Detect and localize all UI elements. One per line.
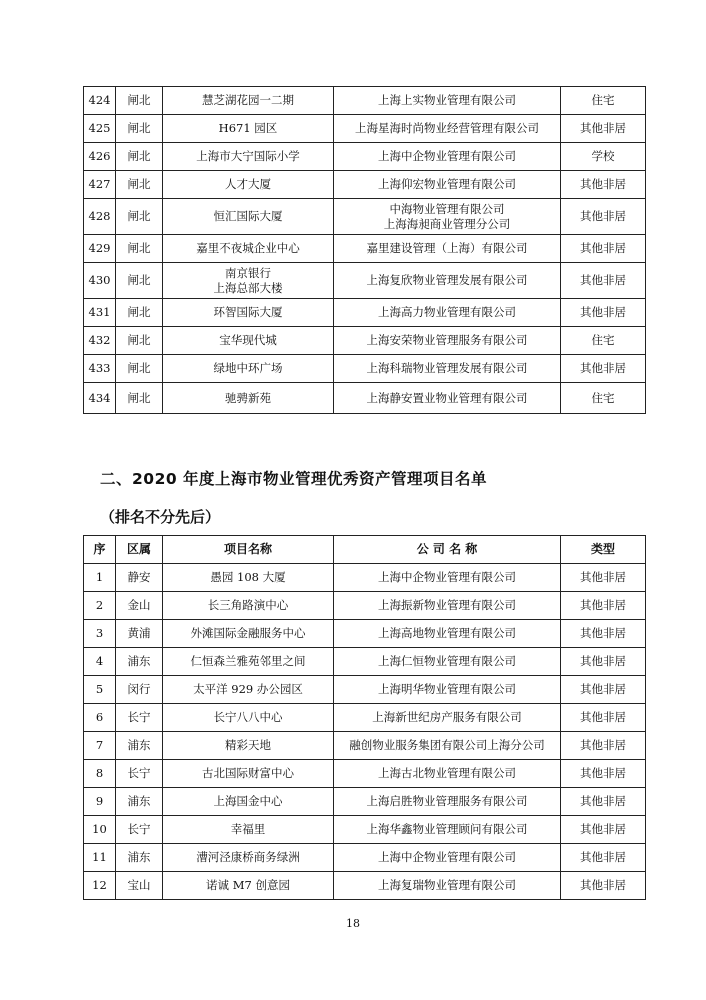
section-title: 二、2020 年度上海市物业管理优秀资产管理项目名单 (100, 470, 488, 488)
project-name-line: H671 园区 (218, 121, 278, 135)
row-district: 闸北 (116, 235, 163, 263)
row-type: 其他非居 (561, 263, 646, 299)
row-number: 428 (84, 199, 116, 235)
table-row (84, 199, 646, 235)
table-row (84, 87, 646, 115)
table-row (84, 760, 646, 788)
row-project-name (163, 171, 334, 199)
row-company-name: 上海复瑞物业管理有限公司 (334, 872, 561, 900)
row-project-name: 幸福里 (163, 816, 334, 844)
row-district: 闸北 (116, 199, 163, 235)
project-name-line: 嘉里不夜城企业中心 (196, 241, 300, 255)
row-type: 其他非居 (561, 199, 646, 235)
row-project-name (163, 143, 334, 171)
row-project-name: 长宁八八中心 (163, 704, 334, 732)
row-number: 430 (84, 263, 116, 299)
table-row (84, 299, 646, 327)
row-district: 闸北 (116, 383, 163, 414)
company-name-line: 上海高力物业管理有限公司 (378, 305, 516, 319)
row-district: 长宁 (116, 704, 163, 732)
project-name-line: 人才大厦 (225, 177, 271, 191)
row-number: 5 (84, 676, 116, 704)
page-number: 18 (346, 917, 360, 930)
row-type: 其他非居 (561, 704, 646, 732)
row-type: 其他非居 (561, 760, 646, 788)
row-district: 闸北 (116, 115, 163, 143)
row-district: 静安 (116, 564, 163, 592)
row-number: 432 (84, 327, 116, 355)
row-number: 434 (84, 383, 116, 414)
row-district: 浦东 (116, 732, 163, 760)
project-name-line: 慧芝湖花园一二期 (202, 93, 294, 107)
table-row (84, 704, 646, 732)
table-row (84, 327, 646, 355)
table-row (84, 620, 646, 648)
table-row (84, 383, 646, 414)
project-name-line: 上海市大宁国际小学 (196, 149, 300, 163)
row-company-name: 上海明华物业管理有限公司 (334, 676, 561, 704)
row-company-name: 上海古北物业管理有限公司 (334, 760, 561, 788)
row-type: 住宅 (561, 327, 646, 355)
row-project-name: 长三角路演中心 (163, 592, 334, 620)
row-type: 其他非居 (561, 816, 646, 844)
project-name-line: 恒汇国际大厦 (213, 209, 283, 223)
row-number: 11 (84, 844, 116, 872)
row-district: 闸北 (116, 143, 163, 171)
row-company-name (334, 263, 561, 299)
header-district: 区属 (116, 536, 163, 564)
table2-body (84, 564, 646, 900)
row-type: 住宅 (561, 87, 646, 115)
row-district: 闸北 (116, 87, 163, 115)
row-company-name: 融创物业服务集团有限公司上海分公司 (334, 732, 561, 760)
table-row (84, 592, 646, 620)
row-company-name (334, 235, 561, 263)
row-number: 12 (84, 872, 116, 900)
company-name-line: 上海上实物业管理有限公司 (378, 93, 516, 107)
row-number: 4 (84, 648, 116, 676)
project-name-line: 环智国际大厦 (213, 305, 283, 319)
company-name-line: 中海物业管理有限公司 (389, 201, 505, 216)
row-district: 金山 (116, 592, 163, 620)
row-district: 浦东 (116, 648, 163, 676)
table-row (84, 235, 646, 263)
row-district: 闸北 (116, 299, 163, 327)
row-number: 433 (84, 355, 116, 383)
header-project-name: 项目名称 (163, 536, 334, 564)
row-company-name: 上海仁恒物业管理有限公司 (334, 648, 561, 676)
row-project-name (163, 87, 334, 115)
row-type: 其他非居 (561, 620, 646, 648)
row-type: 其他非居 (561, 299, 646, 327)
row-company-name (334, 383, 561, 414)
company-name-line: 上海中企物业管理有限公司 (378, 149, 516, 163)
row-project-name (163, 299, 334, 327)
row-company-name (334, 171, 561, 199)
row-project-name: 仁恒森兰雅苑邻里之间 (163, 648, 334, 676)
row-type: 其他非居 (561, 788, 646, 816)
project-name-line: 南京银行 (225, 265, 271, 280)
header-row (84, 536, 646, 564)
row-type: 其他非居 (561, 844, 646, 872)
table-row (84, 171, 646, 199)
header-type: 类型 (561, 536, 646, 564)
row-number: 7 (84, 732, 116, 760)
row-number: 426 (84, 143, 116, 171)
row-company-name (334, 115, 561, 143)
row-company-name (334, 143, 561, 171)
table-row (84, 788, 646, 816)
row-number: 431 (84, 299, 116, 327)
row-type: 其他非居 (561, 676, 646, 704)
row-project-name: 太平洋 929 办公园区 (163, 676, 334, 704)
table1-body (84, 87, 646, 414)
row-number: 427 (84, 171, 116, 199)
table-row (84, 844, 646, 872)
table-row (84, 648, 646, 676)
row-company-name: 上海中企物业管理有限公司 (334, 564, 561, 592)
row-number: 6 (84, 704, 116, 732)
row-project-name (163, 235, 334, 263)
row-company-name: 上海启胜物业管理服务有限公司 (334, 788, 561, 816)
row-type: 其他非居 (561, 235, 646, 263)
row-district: 闵行 (116, 676, 163, 704)
row-company-name (334, 327, 561, 355)
company-name-line: 上海星海时尚物业经营管理有限公司 (355, 121, 539, 135)
row-district: 闸北 (116, 355, 163, 383)
row-company-name (334, 87, 561, 115)
row-project-name: 愚园 108 大厦 (163, 564, 334, 592)
project-name-line: 上海总部大楼 (213, 280, 283, 295)
row-type: 其他非居 (561, 592, 646, 620)
row-number: 2 (84, 592, 116, 620)
row-type: 其他非居 (561, 115, 646, 143)
row-company-name (334, 199, 561, 235)
row-company-name (334, 299, 561, 327)
header-no: 序 (84, 536, 116, 564)
company-name-line: 上海安荣物业管理服务有限公司 (366, 333, 528, 347)
table-row (84, 732, 646, 760)
table-row (84, 564, 646, 592)
row-district: 黄浦 (116, 620, 163, 648)
company-name-line: 上海科瑞物业管理发展有限公司 (366, 361, 528, 375)
row-number: 424 (84, 87, 116, 115)
row-type: 其他非居 (561, 648, 646, 676)
company-name-line: 嘉里建设管理（上海）有限公司 (366, 241, 528, 255)
row-project-name (163, 263, 334, 299)
company-name-line: 上海复欣物业管理发展有限公司 (366, 273, 528, 287)
company-name-line: 上海仰宏物业管理有限公司 (378, 177, 516, 191)
row-project-name: 外滩国际金融服务中心 (163, 620, 334, 648)
table-row (84, 115, 646, 143)
row-project-name: 精彩天地 (163, 732, 334, 760)
row-number: 429 (84, 235, 116, 263)
row-project-name (163, 355, 334, 383)
project-name-line: 宝华现代城 (219, 333, 277, 347)
row-type: 学校 (561, 143, 646, 171)
row-district: 宝山 (116, 872, 163, 900)
row-type: 其他非居 (561, 564, 646, 592)
row-type: 其他非居 (561, 355, 646, 383)
row-district: 闸北 (116, 327, 163, 355)
row-project-name: 漕河泾康桥商务绿洲 (163, 844, 334, 872)
row-company-name: 上海新世纪房产服务有限公司 (334, 704, 561, 732)
table-row (84, 263, 646, 299)
company-name-line: 上海静安置业物业管理有限公司 (366, 390, 528, 405)
row-project-name (163, 199, 334, 235)
table-row (84, 355, 646, 383)
table-row (84, 143, 646, 171)
row-company-name: 上海振新物业管理有限公司 (334, 592, 561, 620)
row-type: 住宅 (561, 383, 646, 414)
row-number: 10 (84, 816, 116, 844)
section-subtitle: （排名不分先后） (100, 508, 221, 526)
row-type: 其他非居 (561, 171, 646, 199)
row-number: 425 (84, 115, 116, 143)
table-row (84, 676, 646, 704)
row-district: 浦东 (116, 844, 163, 872)
project-name-line: 驰骋新苑 (225, 390, 271, 405)
row-district: 闸北 (116, 171, 163, 199)
row-project-name: 古北国际财富中心 (163, 760, 334, 788)
table-row (84, 816, 646, 844)
row-type: 其他非居 (561, 872, 646, 900)
row-project-name (163, 327, 334, 355)
row-number: 1 (84, 564, 116, 592)
property-list-table-continued (83, 86, 646, 414)
row-type: 其他非居 (561, 732, 646, 760)
row-company-name: 上海中企物业管理有限公司 (334, 844, 561, 872)
row-company-name: 上海华鑫物业管理顾问有限公司 (334, 816, 561, 844)
row-project-name (163, 115, 334, 143)
project-name-line: 绿地中环广场 (213, 361, 283, 375)
row-number: 3 (84, 620, 116, 648)
row-district: 长宁 (116, 816, 163, 844)
row-company-name: 上海高地物业管理有限公司 (334, 620, 561, 648)
row-project-name: 诺诚 M7 创意园 (163, 872, 334, 900)
row-project-name (163, 383, 334, 414)
asset-management-list-table (83, 535, 646, 900)
row-district: 闸北 (116, 263, 163, 299)
row-number: 8 (84, 760, 116, 788)
header-company-name: 公 司 名 称 (334, 536, 561, 564)
row-project-name: 上海国金中心 (163, 788, 334, 816)
row-company-name (334, 355, 561, 383)
company-name-line: 上海海昶商业管理分公司 (383, 216, 511, 231)
row-district: 浦东 (116, 788, 163, 816)
table-row (84, 872, 646, 900)
row-number: 9 (84, 788, 116, 816)
row-district: 长宁 (116, 760, 163, 788)
table2-header (84, 536, 646, 564)
